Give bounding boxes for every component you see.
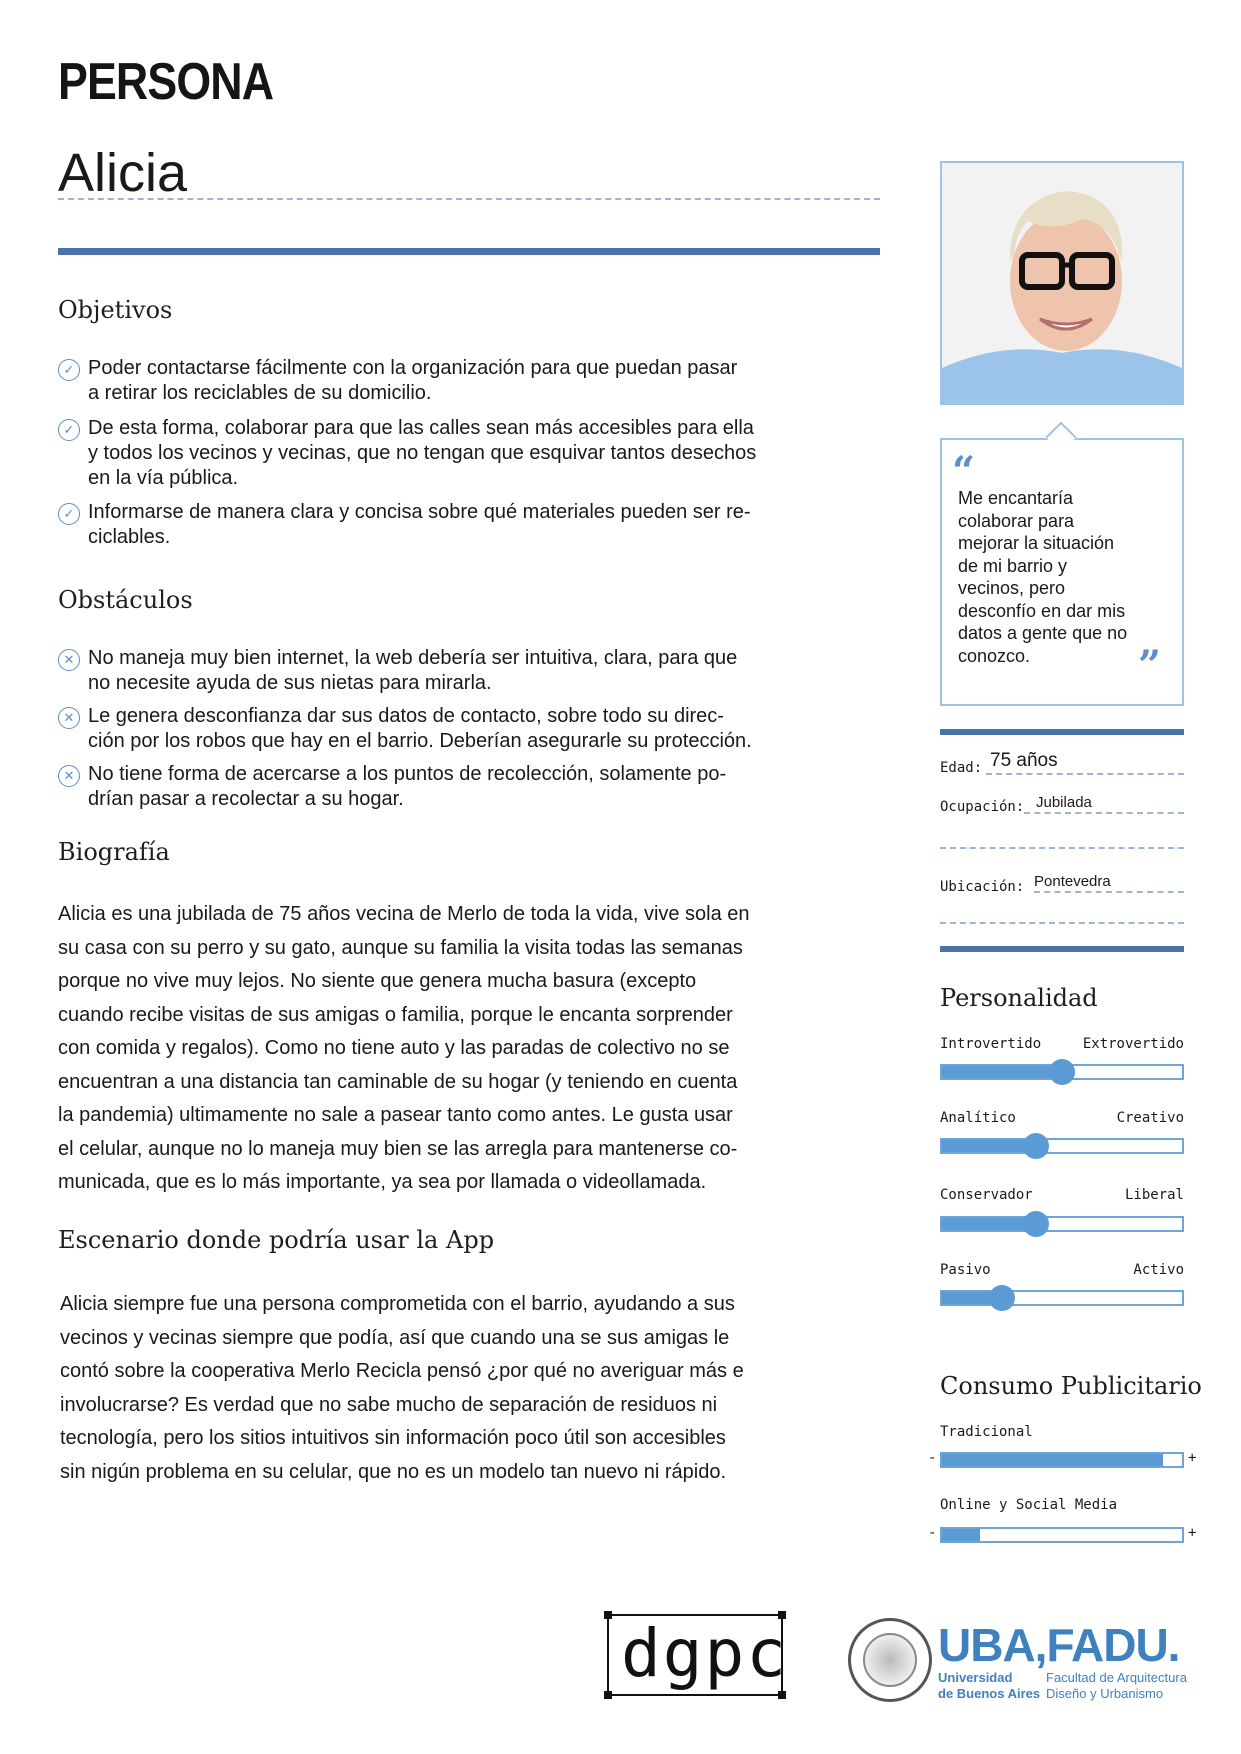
personalidad-heading: Personalidad — [940, 984, 1098, 1012]
uba-subtitle-line: Universidad — [938, 1670, 1013, 1685]
ubicacion-label: Ubicación: — [940, 879, 1025, 895]
consumo-label: Tradicional — [940, 1424, 1033, 1440]
uba-fadu-logo: UBA,FADU. — [938, 1619, 1180, 1671]
biografia-line: porque no vive muy lejos. No siente que genera mucha basura (excepto — [58, 970, 697, 992]
consumo-heading: Consumo Publicitario — [940, 1372, 1202, 1400]
objetivos-heading: Objetivos — [58, 296, 173, 324]
biografia-line: con comida y regalos). Como no tiene auto y las paradas de colectivo no se — [58, 1037, 730, 1059]
consumo-bar — [940, 1527, 1184, 1543]
objetivo-line: Poder contactarse fácilmente con la organización para que puedan pasar — [88, 357, 738, 379]
escenario-line: Alicia siempre fue una persona comprometida con el barrio, ayudando a sus — [60, 1293, 735, 1315]
trait-right-label: Liberal — [1124, 1187, 1184, 1203]
consumo-bar — [940, 1452, 1184, 1468]
obstaculo-item — [58, 646, 868, 696]
biografia-line: su casa con su perro y su gato, aunque su familia la visita todas las semanas — [58, 936, 743, 959]
ubicacion-underline-2 — [940, 922, 1184, 924]
objetivo-item — [58, 356, 868, 406]
trait-right-label: Creativo — [1116, 1110, 1184, 1126]
plus-sign: + — [1188, 1525, 1197, 1541]
biografia-text — [58, 898, 868, 1200]
slider-knob — [1023, 1211, 1049, 1237]
escenario-line: contó sobre la cooperativa Merlo Recicla pensó ¿por qué no averiguar más e — [60, 1360, 744, 1382]
objetivo-line: en la vía pública. — [88, 467, 239, 489]
seal-center — [863, 1633, 917, 1687]
ocupacion-underline — [1024, 812, 1184, 814]
escenario-heading: Escenario donde podría usar la App — [58, 1226, 495, 1254]
plus-sign: + — [1188, 1450, 1197, 1466]
trait-slider — [940, 1216, 1184, 1232]
ubicacion-value: Pontevedra — [1034, 873, 1111, 890]
x-circle-icon: ✕ — [58, 765, 80, 787]
trait-left-label: Analítico — [940, 1110, 1016, 1126]
slider-knob — [1023, 1133, 1049, 1159]
slider-knob — [1049, 1059, 1075, 1085]
objetivo-line: y todos los vecinos y vecinas, que no tengan que esquivar tantos desechos — [88, 442, 757, 464]
trait-slider — [940, 1290, 1184, 1306]
trait-right-label: Extrovertido — [1082, 1036, 1184, 1052]
quote-line: conozco. — [958, 645, 1031, 666]
trait-left-label: Conservador — [940, 1187, 1033, 1203]
name-underline — [58, 198, 880, 200]
objetivo-item — [58, 416, 868, 491]
obstaculo-line: Le genera desconfianza dar sus datos de contacto, sobre todo su direc- — [88, 705, 724, 727]
objetivo-line: a retirar los reciclables de su domicilio. — [88, 382, 432, 404]
obstaculo-line: no necesite ayuda de sus nietas para mirarla. — [88, 672, 492, 694]
document-brand-title: PERSONA — [58, 53, 274, 111]
objetivo-line: Informarse de manera clara y concisa sobre qué materiales pueden ser re- — [88, 501, 751, 523]
escenario-line: sin nigún problema en su celular, que no es un modelo tan nuevo ni rápido. — [60, 1460, 727, 1483]
trait-slider — [940, 1138, 1184, 1154]
university-seal-icon — [848, 1618, 932, 1702]
quote-text — [958, 487, 1168, 667]
escenario-line: involucrarse? Es verdad que no sabe mucho de separación de residuos ni — [60, 1393, 718, 1416]
check-circle-icon: ✓ — [58, 419, 80, 441]
objetivo-line: De esta forma, colaborar para que las calles sean más accesibles para ella — [88, 417, 754, 439]
biografia-line: el celular, aunque no lo maneja muy bien se las arregla para mantenerse co- — [58, 1137, 738, 1160]
obstaculos-heading: Obstáculos — [58, 586, 193, 614]
persona-name: Alicia — [58, 143, 188, 203]
ocupacion-label: Ocupación: — [940, 799, 1025, 815]
info-bottom-bar — [940, 946, 1184, 952]
escenario-line: vecinos y vecinas siempre que podía, así que cuando una se sus amigas le — [60, 1326, 730, 1349]
ocupacion-underline-2 — [940, 847, 1184, 849]
biografia-line: encuentran a una distancia tan caminable de su hogar (y teniendo en cuenta — [58, 1070, 738, 1093]
slider-fill — [942, 1066, 1062, 1078]
quote-line: mejorar la situación — [958, 533, 1115, 553]
biografia-line: municada, que es lo más importante, ya sea por llamada o videollamada. — [58, 1171, 707, 1193]
edad-label: Edad: — [940, 760, 983, 776]
close-quote-icon: ” — [1138, 642, 1162, 689]
biografia-line: cuando recibe visitas de sus amigas o familia, porque le encanta sorprender — [58, 1003, 733, 1026]
biografia-line: la pandemia) ultimamente no sale a pasear tanto como antes. Le gusta usar — [58, 1104, 733, 1126]
dgpc-logo — [607, 1614, 788, 1696]
minus-sign: - — [928, 1450, 937, 1466]
slider-fill — [942, 1140, 1036, 1152]
escenario-line: tecnología, pero los sitios intuitivos sin información poco útil son accesibles — [60, 1427, 726, 1449]
fadu-subtitle-line: Facultad de Arquitectura — [1046, 1670, 1187, 1685]
fadu-subtitle — [1046, 1670, 1187, 1702]
ubicacion-underline — [1034, 891, 1184, 893]
edad-value: 75 años — [990, 750, 1058, 771]
logo-corner — [778, 1691, 786, 1699]
slider-knob — [989, 1285, 1015, 1311]
escenario-text — [60, 1288, 870, 1489]
logo-corner — [604, 1611, 612, 1619]
check-circle-icon: ✓ — [58, 503, 80, 525]
quote-line: desconfío en dar mis — [958, 600, 1126, 621]
trait-left-label: Introvertido — [940, 1036, 1042, 1052]
consumo-fill — [942, 1454, 1163, 1466]
quote-line: vecinos, pero — [958, 578, 1066, 598]
trait-slider — [940, 1064, 1184, 1080]
uba-subtitle — [938, 1670, 1040, 1702]
uba-subtitle-line: de Buenos Aires — [938, 1686, 1041, 1701]
dgpc-logo-text: dgpc — [621, 1615, 788, 1692]
x-circle-icon: ✕ — [58, 707, 80, 729]
consumo-fill — [942, 1529, 980, 1541]
header-divider-bar — [58, 248, 880, 255]
quote-line: datos a gente que no — [958, 623, 1128, 643]
quote-line: Me encantaría — [958, 488, 1074, 508]
consumo-label: Online y Social Media — [940, 1497, 1118, 1513]
info-top-bar — [940, 729, 1184, 735]
obstaculo-item — [58, 762, 868, 812]
obstaculo-item — [58, 704, 868, 754]
ocupacion-value: Jubilada — [1036, 794, 1092, 811]
trait-right-label: Activo — [1133, 1262, 1184, 1278]
obstaculo-line: ción por los robos que hay en el barrio. Deberían asegurarle su protección. — [88, 730, 752, 752]
obstaculo-line: No tiene forma de acercarse a los puntos de recolección, solamente po- — [88, 763, 727, 785]
quote-line: colaborar para — [958, 510, 1075, 531]
check-circle-icon: ✓ — [58, 359, 80, 381]
obstaculo-line: drían pasar a recolectar a su hogar. — [88, 788, 404, 810]
biografia-line: Alicia es una jubilada de 75 años vecina de Merlo de toda la vida, vive sola en — [58, 903, 750, 925]
quote-line: de mi barrio y — [958, 555, 1068, 576]
open-quote-icon: “ — [952, 448, 976, 495]
edad-underline — [986, 773, 1184, 775]
objetivo-item — [58, 500, 868, 550]
trait-left-label: Pasivo — [940, 1262, 991, 1278]
logo-corner — [604, 1691, 612, 1699]
x-circle-icon: ✕ — [58, 649, 80, 671]
objetivo-line: ciclables. — [88, 526, 171, 548]
elderly-woman-portrait — [942, 163, 1182, 403]
fadu-subtitle-line: Diseño y Urbanismo — [1046, 1686, 1164, 1701]
obstaculo-line: No maneja muy bien internet, la web debería ser intuitiva, clara, para que — [88, 647, 738, 669]
persona-photo — [940, 161, 1184, 405]
slider-fill — [942, 1218, 1036, 1230]
biografia-heading: Biografía — [58, 838, 170, 866]
minus-sign: - — [928, 1525, 937, 1541]
